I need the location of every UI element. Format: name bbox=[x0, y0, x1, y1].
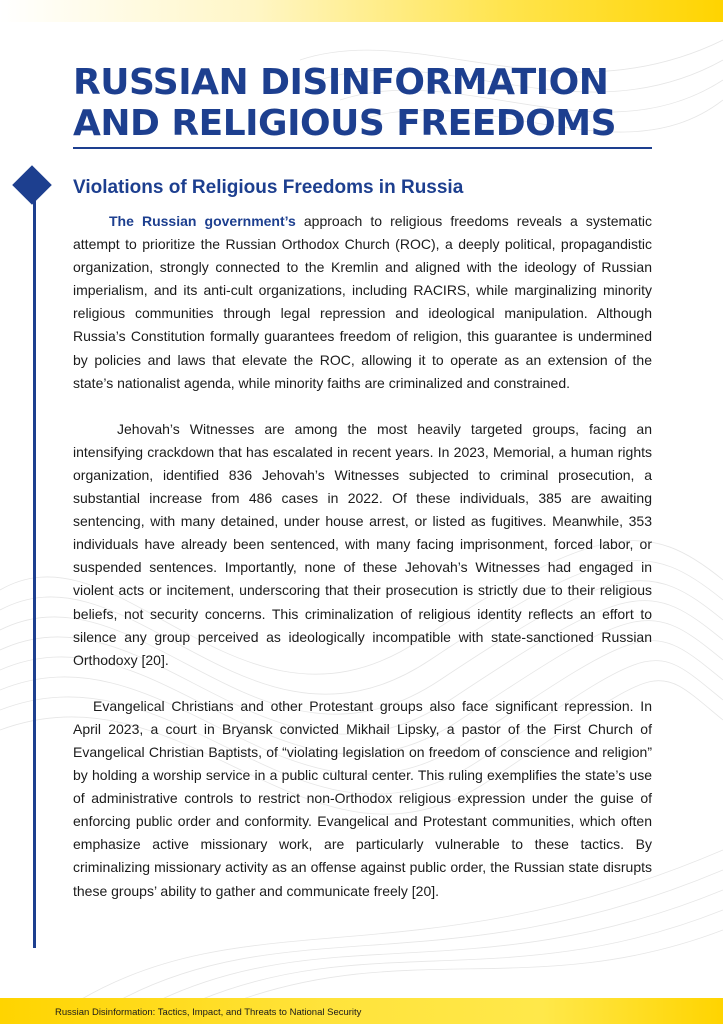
paragraph-1-text: approach to religious freedoms reveals a systematic attempt to prioritize the Russian Orthodox Church (ROC), a deeply political, propagandistic organization, strongly connected to the Kremlin and aligned with the ideology of Russian imperialism, and its anti-cult organizations, including RACIRS, while marginalizing minority religious communities through legal repression and ideological manipulation. Although Russia’s Constitution formally guarantees freedom of religion, this guarantee is undermined by policies and laws that elevate the ROC, allowing it to operate as an extension of the state’s nationalist agenda, while minority faiths are criminalized and constrained. bbox=[73, 213, 652, 391]
body-text bbox=[73, 210, 652, 903]
paragraph-2: Jehovah’s Witnesses are among the most heavily targeted groups, facing an intensifying crackdown that has escalated in recent years. In 2023, Memorial, a human rights organization, identified 836 Jehovah’s Witnesses subjected to criminal prosecution, a substantial increase from 486 cases in 2022. Of these individuals, 385 are awaiting sentencing, with many detained, under house arrest, or listed as fugitives. Meanwhile, 353 individuals have already been sentenced, with many facing imprisonment, forced labor, or suspended sentences. Importantly, none of these Jehovah’s Witnesses had engaged in violent acts or incitement, underscoring that their prosecution is strictly due to their religious beliefs, not security concerns. This criminalization of religious identity reflects an effort to silence any group perceived as ideologically incompatible with state-sanctioned Russian Orthodoxy [20]. bbox=[73, 420, 652, 668]
title-underline bbox=[73, 147, 652, 149]
paragraph-1 bbox=[73, 210, 652, 395]
footer-text: Russian Disinformation: Tactics, Impact, and Threats to National Security bbox=[55, 1007, 362, 1018]
footer-band bbox=[0, 998, 723, 1024]
paragraph-3: Evangelical Christians and other Protestant groups also face significant repression. In April 2023, a court in Bryansk convicted Mikhail Lipsky, a pastor of the First Church of Evangelical Christian Baptists, of “violating legislation on freedom of conscience and religion” by holding a worship service in a public cultural center. This ruling exemplifies the state’s use of administrative controls to restrict non-Orthodox religious expression under the guise of enforcing public order and conformity. Evangelical and Protestant communities, which often emphasize active missionary work, are particularly vulnerable to these tactics. By criminalizing missionary activity as an offense against public order, the Russian state disrupts these groups’ ability to gather and communicate freely [20]. bbox=[73, 697, 652, 899]
section-heading: Violations of Religious Freedoms in Russia bbox=[73, 177, 464, 198]
sidebar-vertical-line bbox=[33, 178, 36, 948]
page-title: RUSSIAN DISINFORMATION AND RELIGIOUS FREEDOMS bbox=[73, 62, 617, 144]
paragraph-1-lead: The Russian government’s bbox=[109, 213, 296, 229]
